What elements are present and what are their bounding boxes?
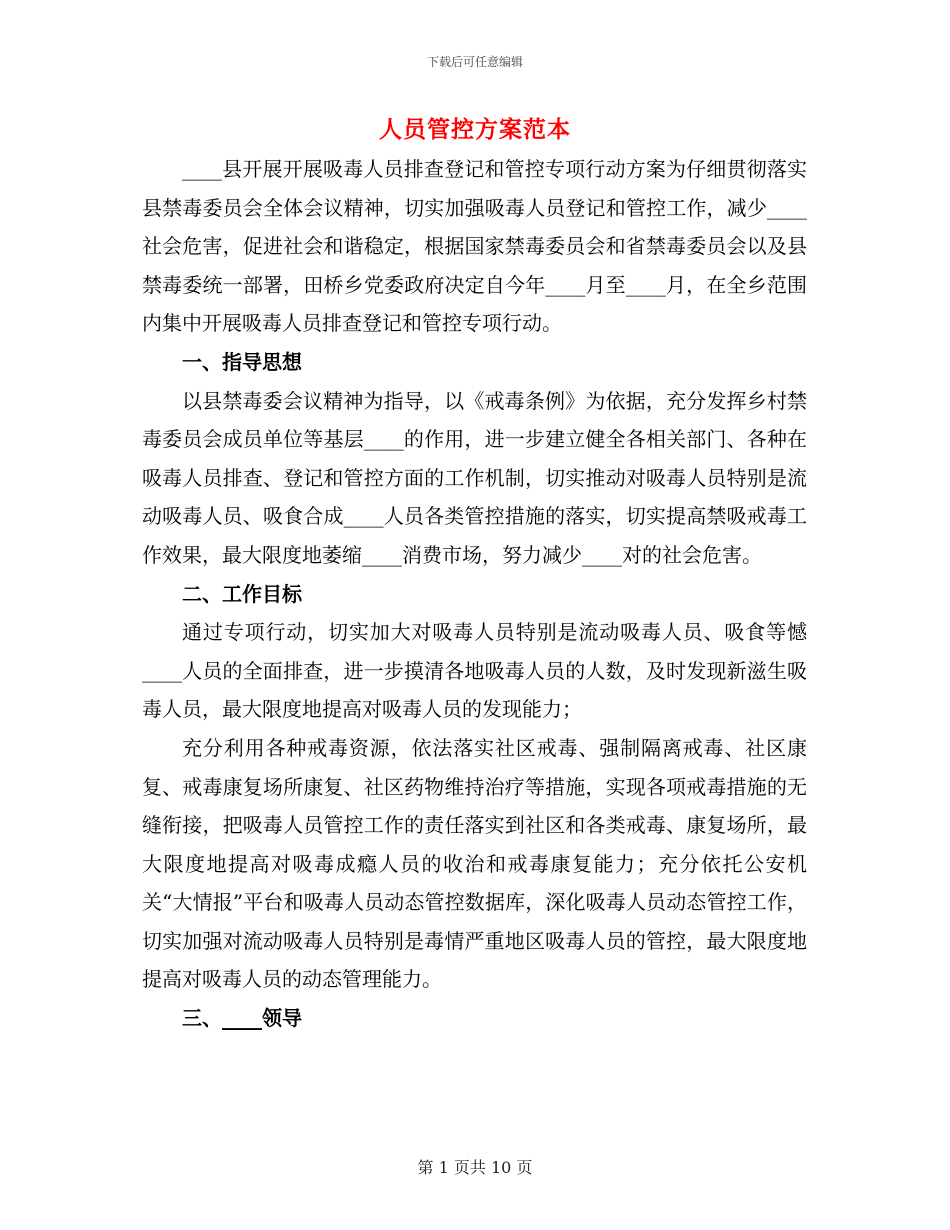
- page-header-note: 下载后可任意编辑: [426, 55, 523, 69]
- page-number: 第 1 页共 10 页: [417, 1158, 533, 1177]
- document-body: [142, 150, 807, 1038]
- document-title: 人员管控方案范本: [379, 117, 571, 143]
- body-paragraph: 充分利用各种戒毒资源，依法落实社区戒毒、强制隔离戒毒、社区康复、戒毒康复场所康复、社区药物维持治疗等措施，实现各项戒毒措施的无缝衔接，把吸毒人员管控工作的责任落实到社区和各类戒毒、康复场所，最大限度地提高对吸毒成瘾人员的收治和戒毒康复能力；充分依托公安机关“大情报”平台和吸毒人员动态管控数据库，深化吸毒人员动态管控工作，切实加强对流动吸毒人员特别是毒情严重地区吸毒人员的管控，最大限度地提高对吸毒人员的动态管理能力。: [142, 735, 807, 992]
- body-paragraph: 通过专项行动，切实加大对吸毒人员特别是流动吸毒人员、吸食等憾____人员的全面排查，进一步摸清各地吸毒人员的人数，及时发现新滋生吸毒人员，最大限度地提高对吸毒人员的发现能力；: [142, 620, 807, 722]
- body-paragraph: ____县开展开展吸毒人员排查登记和管控专项行动方案为仔细贯彻落实县禁毒委员会全体会议精神，切实加强吸毒人员登记和管控工作，减少____社会危害，促进社会和谐稳定，根据国家禁毒委员会和省禁毒委员会以及县禁毒委统一部署，田桥乡党委政府决定自今年____月至____月，在全乡范围内集中开展吸毒人员排查登记和管控专项行动。: [142, 157, 807, 336]
- section-heading: 二、工作目标: [182, 581, 302, 606]
- section-heading: 三、____领导: [182, 1006, 302, 1031]
- body-paragraph: 以县禁毒委会议精神为指导，以《戒毒条例》为依据，充分发挥乡村禁毒委员会成员单位等基层____的作用，进一步建立健全各相关部门、各种在吸毒人员排查、登记和管控方面的工作机制，切实推动对吸毒人员特别是流动吸毒人员、吸食合成____人员各类管控措施的落实，切实提高禁吸戒毒工作效果，最大限度地萎缩____消费市场，努力减少____对的社会危害。: [142, 388, 807, 567]
- section-heading: 一、指导思想: [182, 349, 302, 374]
